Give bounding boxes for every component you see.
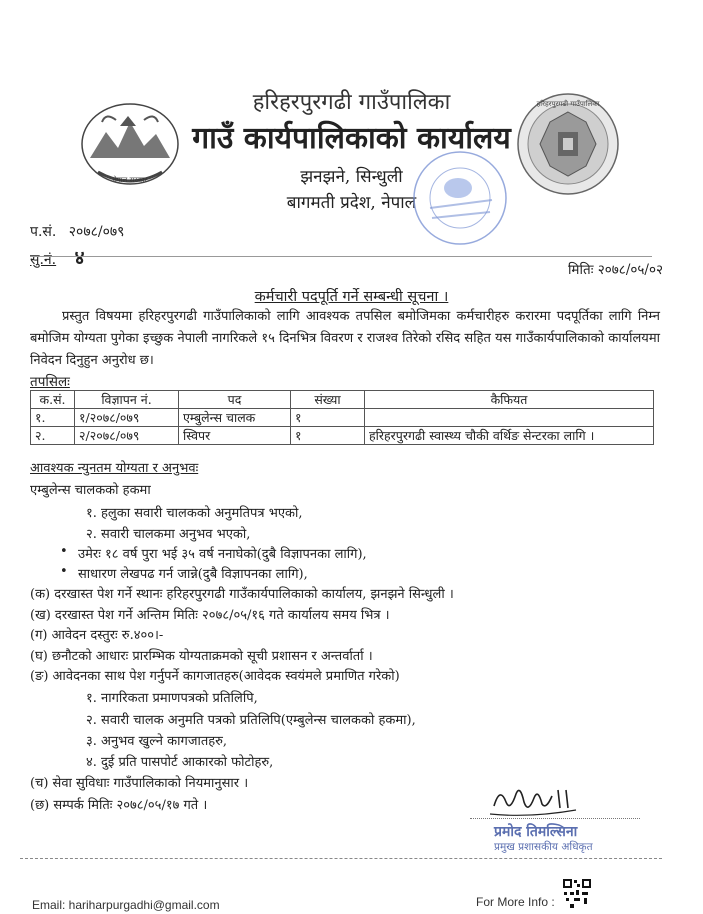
col-header-count: संख्या bbox=[291, 391, 365, 409]
table-header-row bbox=[31, 391, 654, 409]
notice-date bbox=[568, 260, 663, 278]
office-title: गाउँ कार्यपालिकाको कार्यालय bbox=[192, 121, 511, 156]
footer-divider bbox=[20, 858, 662, 859]
ambulance-driver-heading: एम्बुलेन्स चालकको हकमा bbox=[30, 483, 151, 498]
signatory-title: प्रमुख प्रशासकीय अधिकृत bbox=[494, 841, 593, 853]
address-line-2: बागमती प्रदेश, नेपाल bbox=[286, 193, 417, 213]
office-stamp bbox=[408, 146, 512, 250]
date-label: मितिः bbox=[567, 262, 594, 278]
clause-chha: (छ) सम्पर्क मितिः २०७८/०५/१७ गते । bbox=[30, 798, 208, 813]
col-header-remarks: कैफियत bbox=[365, 391, 654, 409]
requirements-title: आवश्यक न्युनतम योग्यता र अनुभवः bbox=[30, 461, 199, 476]
footer-more-info: For More Info : bbox=[476, 895, 555, 909]
requirement-item: १. हलुका सवारी चालकको अनुमतिपत्र भएको, bbox=[86, 506, 303, 521]
cell-ad-no: २/२०७८/०७९ bbox=[75, 427, 179, 445]
col-header-post: पद bbox=[179, 391, 291, 409]
cell-sn: २. bbox=[31, 427, 75, 445]
qr-code-icon[interactable] bbox=[562, 878, 592, 910]
date-value: २०७८/०५/०२ bbox=[597, 262, 663, 278]
intro-paragraph: प्रस्तुत विषयमा हरिहरपुरगढी गाउँपालिकाको लागि आवश्यक तपसिल बमोजिमका कर्मचारीहरु करारमा पदपूर्तिका लागि निम्न बमोजिम योग्यता पुगेका इच्छुक नेपाली नागरिकले १५ दिनभित्र विवरण र राजश्व तिरेको रसिद सहित यस गाउँकार्यपालिकाको कार्यालयमा निवेदन दिनुहुन अनुरोध छ। bbox=[30, 309, 660, 368]
svg-text:हरिहरपुरगढी गाउँपालिका: हरिहरपुरगढी गाउँपालिका bbox=[536, 100, 600, 108]
patra-value: २०७८/०७९ bbox=[68, 224, 125, 240]
footer-email: Email: hariharpurgadhi@gmail.com bbox=[32, 898, 220, 912]
serial-label: सु.नं. bbox=[30, 252, 57, 268]
clause-ga: (ग) आवेदन दस्तुरः रु.४००।- bbox=[30, 628, 164, 643]
patra-number bbox=[30, 222, 124, 241]
cell-ad-no: १/२०७८/०७९ bbox=[75, 409, 179, 427]
cell-post: एम्बुलेन्स चालक bbox=[179, 409, 291, 427]
header-divider bbox=[30, 256, 652, 257]
signature bbox=[480, 780, 630, 820]
clause-nga: (ङ) आवेदनका साथ पेश गर्नुपर्ने कागजातहरु(आवेदक स्वयंमले प्रमाणित गरेको) bbox=[30, 669, 400, 684]
patra-label: प.सं. bbox=[30, 224, 57, 240]
cell-sn: १. bbox=[31, 409, 75, 427]
clause-kha: (ख) दरखास्त पेश गर्ने अन्तिम मितिः २०७८/०५/१६ गते कार्यालय समय भित्र । bbox=[30, 608, 390, 623]
requirement-bullet: • साधारण लेखपढ गर्न जान्ने(दुबै विज्ञापनका लागि), bbox=[78, 564, 308, 582]
vacancy-table bbox=[30, 390, 654, 445]
cell-remarks bbox=[365, 409, 654, 427]
table-row bbox=[31, 409, 654, 427]
notice-subject: कर्मचारी पदपूर्ति गर्ने सम्बन्धी सूचना । bbox=[254, 289, 449, 305]
requirement-bullet: • उमेरः १८ वर्ष पुरा भई ३५ वर्ष ननाघेको(दुबै विज्ञापनका लागि), bbox=[78, 544, 367, 562]
document-item: ४. दुई प्रति पासपोर्ट आकारको फोटोहरु, bbox=[86, 755, 274, 770]
cell-post: स्विपर bbox=[179, 427, 291, 445]
document-item: ३. अनुभव खुल्ने कागजातहरु, bbox=[86, 734, 228, 749]
municipality-name: हरिहरपुरगढी गाउँपालिका bbox=[252, 90, 451, 115]
municipality-logo bbox=[514, 92, 622, 196]
serial-number bbox=[30, 244, 84, 270]
col-header-ad-no: विज्ञापन नं. bbox=[75, 391, 179, 409]
serial-value: ४ bbox=[74, 247, 85, 269]
requirement-item: २. सवारी चालकमा अनुभव भएको, bbox=[86, 527, 251, 542]
clause-ka: (क) दरखास्त पेश गर्ने स्थानः हरिहरपुरगढी गाउँकार्यपालिकाको कार्यालय, झनझने सिन्धुली । bbox=[30, 587, 454, 602]
signature-line bbox=[470, 818, 640, 819]
col-header-sn: क.सं. bbox=[31, 391, 75, 409]
clause-gha: (घ) छनौटको आधारः प्रारम्भिक योग्यताक्रमको सूची प्रशासन र अन्तर्वार्ता । bbox=[30, 649, 373, 664]
signatory-name: प्रमोद तिमल्सिना bbox=[494, 824, 578, 840]
table-row bbox=[31, 427, 654, 445]
address-line-1: झनझने, सिन्धुली bbox=[300, 167, 403, 187]
document-item: २. सवारी चालक अनुमति पत्रको प्रतिलिपि(एम्बुलेन्स चालकको हकमा), bbox=[86, 713, 416, 728]
clause-cha: (च) सेवा सुविधाः गाउँपालिकाको नियमानुसार । bbox=[30, 776, 249, 791]
cell-remarks: हरिहरपुरगढी स्वास्थ्य चौकी वर्थिङ सेन्टरका लागि । bbox=[365, 427, 654, 445]
cell-count: १ bbox=[291, 427, 365, 445]
document-item: १. नागरिकता प्रमाणपत्रको प्रतिलिपि, bbox=[86, 691, 258, 706]
details-label: तपसिलः bbox=[30, 374, 70, 390]
cell-count: १ bbox=[291, 409, 365, 427]
svg-text:नेपाल सरकार: नेपाल सरकार bbox=[112, 176, 148, 184]
